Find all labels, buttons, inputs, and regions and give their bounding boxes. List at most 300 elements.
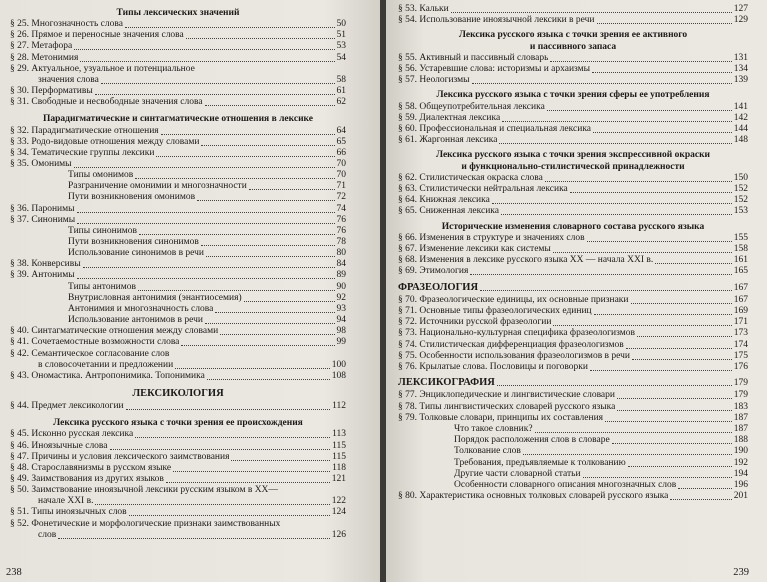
toc-leader-dots (205, 323, 335, 324)
toc-page-number: 112 (332, 401, 346, 412)
toc-entry-title: Пути возникновения синонимов (68, 237, 199, 247)
toc-page-number: 64 (336, 125, 346, 136)
toc-entry[interactable] (10, 474, 346, 485)
toc-entry-title: § 67. Изменение лексики как системы (398, 244, 551, 254)
toc-page-number: 173 (733, 328, 748, 339)
toc-entry[interactable] (10, 401, 346, 412)
toc-page-number: 78 (336, 237, 346, 247)
toc-entry[interactable] (398, 64, 748, 75)
toc-leader-dots (570, 192, 732, 193)
toc-page-number: 126 (331, 529, 346, 540)
toc-page-number: 192 (733, 457, 748, 468)
toc-entry-title: § 55. Активный и пассивный словарь (398, 52, 549, 63)
toc-leader-dots (626, 348, 732, 349)
toc-entry-title: § 33. Родо-видовые отношения между словами (10, 136, 200, 147)
toc-entry[interactable] (10, 349, 346, 360)
toc-entry-title: значения слова (38, 74, 99, 85)
toc-subentry[interactable] (454, 424, 748, 435)
toc-entry-title: § 41. Сочетаемостные возможности слова (10, 337, 180, 348)
toc-leader-dots (161, 134, 335, 135)
toc-entry-title: § 34. Тематические группы лексики (10, 147, 155, 158)
right-page (386, 0, 767, 582)
toc-group-heading: Лексика русского языка с точки зрения ее происхождения (53, 418, 303, 429)
toc-subentry[interactable] (38, 530, 346, 541)
toc-page-number: 196 (733, 480, 748, 490)
toc-entry-title: Типы антонимов (68, 281, 136, 292)
toc-entry-title: § 27. Метафора (10, 41, 73, 52)
toc-leader-dots (492, 203, 732, 204)
toc-leader-dots (138, 290, 335, 291)
toc-page-number: 179 (733, 378, 748, 389)
toc-subentry[interactable] (68, 170, 346, 181)
toc-page-number: 148 (733, 135, 748, 146)
toc-entry-title: § 46. Иноязычные слова (10, 440, 108, 451)
toc-subentry[interactable] (454, 480, 748, 491)
toc-page-number: 72 (336, 192, 346, 203)
toc-subentry[interactable] (454, 435, 748, 446)
toc-subentry[interactable] (68, 248, 346, 259)
toc-subentry[interactable] (38, 360, 346, 371)
toc-leader-dots (249, 189, 335, 190)
left-page-number: 238 (6, 567, 22, 578)
toc-page-number: 70 (336, 158, 346, 169)
toc-leader-dots (166, 482, 330, 483)
toc-leader-dots (597, 23, 732, 24)
toc-group-heading: и пассивного запаса (529, 41, 617, 52)
toc-page-number: 122 (331, 496, 346, 507)
toc-page-number: 167 (733, 294, 748, 305)
toc-leader-dots (617, 398, 732, 399)
toc-entry[interactable] (10, 97, 346, 108)
toc-leader-dots (628, 466, 732, 467)
toc-page-number: 158 (733, 244, 748, 254)
toc-entry[interactable] (10, 371, 346, 382)
toc-entry-title: § 59. Диалектная лексика (398, 112, 501, 123)
toc-leader-dots (472, 83, 732, 84)
toc-entry[interactable] (10, 148, 346, 159)
toc-leader-dots (617, 410, 731, 411)
toc-entry[interactable] (398, 4, 748, 15)
toc-leader-dots (593, 132, 732, 133)
toc-entry-title: § 73. Национально-культурная специфика фразеологизмов (398, 328, 635, 339)
toc-leader-dots (632, 359, 732, 360)
toc-entry-title: § 36. Паронимы (10, 203, 75, 214)
toc-leader-dots (126, 409, 330, 410)
toc-entry[interactable] (10, 159, 346, 170)
toc-page-number: 74 (336, 203, 346, 214)
toc-leader-dots (215, 312, 334, 313)
toc-entry-title: Требования, предъявляемые к толкованию (454, 457, 626, 468)
toc-entry-title: § 39. Антонимы (10, 270, 75, 281)
toc-group-heading: и функционально-стилистической принадлежности (461, 161, 685, 172)
toc-leader-dots (74, 167, 335, 168)
toc-leader-dots (499, 143, 731, 144)
toc-group-heading: Типы лексических значений (116, 8, 240, 18)
toc-entry-title: § 44. Предмет лексикологии (10, 401, 124, 412)
toc-entry[interactable] (10, 452, 346, 463)
toc-page-number: 176 (733, 362, 748, 372)
toc-page-number: 84 (336, 259, 346, 270)
toc-entry-title: § 62. Стилистическая окраска слова (398, 172, 543, 183)
toc-leader-dots (553, 325, 731, 326)
toc-page-number: 150 (733, 172, 748, 183)
toc-entry-title: Использование антонимов в речи (68, 315, 203, 326)
toc-section-heading (398, 282, 748, 294)
toc-entry[interactable] (10, 64, 346, 75)
toc-leader-dots (77, 278, 335, 279)
right-page-number: 239 (733, 567, 749, 578)
toc-subentry[interactable] (38, 75, 346, 86)
toc-leader-dots (545, 181, 732, 182)
toc-page-number: 100 (331, 359, 346, 370)
toc-leader-dots (135, 437, 330, 438)
toc-entry-title: Толкование слов (454, 446, 521, 457)
toc-leader-dots (77, 212, 335, 213)
toc-entry-title: § 60. Профессиональная и специальная лексика (398, 124, 592, 134)
toc-page-number: 92 (336, 292, 346, 303)
toc-leader-dots (550, 61, 731, 62)
toc-page-number: 121 (331, 474, 346, 484)
toc-page-number: 152 (733, 195, 748, 206)
toc-entry-title: § 79. Толковые словари, принципы их составления (398, 412, 604, 423)
toc-page-number: 169 (733, 306, 748, 316)
toc-leader-dots (480, 290, 732, 291)
toc-entry-title: § 51. Типы иноязычных слов (10, 507, 127, 518)
toc-page-number: 152 (733, 184, 748, 194)
toc-page-number: 187 (733, 412, 748, 423)
toc-entry[interactable] (10, 441, 346, 452)
toc-entry[interactable] (10, 429, 346, 440)
toc-entry[interactable] (398, 255, 748, 266)
toc-entry[interactable] (398, 362, 748, 373)
toc-page-number: 174 (733, 339, 748, 350)
toc-page-number: 201 (733, 491, 748, 502)
toc-leader-dots (129, 515, 330, 516)
toc-entry[interactable] (10, 204, 346, 215)
toc-leader-dots (451, 12, 732, 13)
toc-entry-title: Особенности словарного описания многозначных слов (454, 480, 677, 490)
toc-page-number: 131 (733, 52, 748, 63)
toc-entry[interactable] (398, 317, 748, 328)
toc-entry[interactable] (10, 126, 346, 137)
toc-entry[interactable] (10, 259, 346, 270)
toc-leader-dots (173, 471, 330, 472)
toc-entry[interactable] (398, 53, 748, 64)
toc-page-number: 141 (733, 101, 748, 112)
toc-entry[interactable] (398, 15, 748, 26)
toc-leader-dots (553, 252, 732, 253)
toc-leader-dots (631, 303, 732, 304)
toc-entry-title: § 80. Характеристика основных толковых словарей русского языка (398, 491, 669, 502)
toc-entry[interactable] (10, 19, 346, 30)
toc-entry-title: начале XXI в. (38, 496, 94, 507)
toc-entry-title: § 74. Стилистическая дифференциация фразеологизмов (398, 339, 624, 350)
toc-entry-title: § 28. Метонимия (10, 52, 79, 63)
toc-page-number: 54 (336, 52, 346, 63)
toc-page-number: 153 (733, 206, 748, 217)
toc-page-number: 71 (336, 181, 346, 192)
toc-leader-dots (74, 49, 334, 50)
toc-leader-dots (58, 538, 330, 539)
toc-subentry[interactable] (68, 192, 346, 203)
toc-leader-dots (501, 214, 732, 215)
toc-entry[interactable] (398, 328, 748, 339)
toc-subentry[interactable] (68, 226, 346, 237)
toc-entry[interactable] (398, 233, 748, 244)
toc-entry-title: § 71. Основные типы фразеологических единиц (398, 306, 592, 316)
toc-section-heading (10, 388, 346, 400)
toc-entry-title: § 37. Синонимы (10, 214, 76, 225)
toc-entry-title: § 49. Заимствования из других языков (10, 474, 164, 484)
toc-leader-dots (497, 385, 732, 386)
toc-entry-title: § 65. Сниженная лексика (398, 206, 499, 217)
toc-leader-dots (101, 83, 335, 84)
toc-section-heading (398, 377, 748, 389)
toc-entry-title: § 31. Свободные и несвободные значения слова (10, 97, 203, 108)
toc-entry-title: § 77. Энциклопедические и лингвистические словари (398, 390, 615, 401)
toc-group-heading: Исторические изменения словарного состава русского языка (441, 221, 705, 232)
toc-page-number: 194 (733, 468, 748, 479)
toc-entry-title: § 38. Конверсивы (10, 259, 81, 270)
toc-entry-title: § 48. Старославянизмы в русском языке (10, 462, 172, 473)
toc-page-number: 190 (733, 446, 748, 457)
toc-subentry[interactable] (454, 469, 748, 480)
toc-page-number: 90 (336, 281, 346, 292)
toc-page-number: 183 (733, 401, 748, 412)
toc-page-number: 50 (336, 19, 346, 30)
toc-entry[interactable] (10, 326, 346, 337)
toc-page-number: 113 (332, 429, 346, 440)
toc-entry-title: § 45. Исконно русская лексика (10, 429, 134, 440)
toc-entry-title: § 29. Актуальное, узуальное и потенциальное (10, 63, 195, 74)
toc-entry[interactable] (398, 102, 748, 113)
toc-leader-dots (95, 504, 329, 505)
toc-entry[interactable] (398, 244, 748, 255)
toc-entry[interactable] (10, 463, 346, 474)
toc-leader-dots (655, 263, 732, 264)
toc-page-number: 53 (336, 41, 346, 52)
toc-entry-title: § 26. Прямое и переносные значения слова (10, 30, 184, 41)
toc-leader-dots (523, 454, 732, 455)
toc-entry[interactable] (10, 30, 346, 41)
toc-page-number: 108 (331, 370, 346, 381)
toc-page-number: 99 (336, 337, 346, 348)
toc-subentry[interactable] (38, 496, 346, 507)
toc-leader-dots (678, 488, 731, 489)
toc-subentry[interactable] (68, 237, 346, 248)
toc-entry-title: § 32. Парадигматические отношения (10, 125, 159, 136)
toc-entry[interactable] (10, 270, 346, 281)
toc-entry-title: § 47. Причины и условия лексического заимствования (10, 451, 230, 462)
toc-page-number: 144 (733, 124, 748, 134)
toc-leader-dots (205, 105, 335, 106)
toc-entry[interactable] (398, 266, 748, 277)
toc-entry-title: § 75. Особенности использования фразеологизмов в речи (398, 350, 631, 361)
toc-page-number: 171 (733, 317, 748, 328)
toc-entry-title: Антонимия и многозначность слова (68, 303, 214, 314)
toc-leader-dots (156, 156, 334, 157)
toc-entry-title: § 58. Общеупотребительная лексика (398, 101, 545, 112)
toc-entry[interactable] (398, 306, 748, 317)
toc-leader-dots (206, 256, 334, 257)
toc-entry[interactable] (398, 75, 748, 86)
toc-subentry[interactable] (68, 304, 346, 315)
toc-entry-title: § 61. Жаргонная лексика (398, 135, 498, 146)
toc-entry[interactable] (398, 124, 748, 135)
toc-entry-title: § 63. Стилистически нейтральная лексика (398, 184, 568, 194)
toc-page-number: 61 (336, 86, 346, 97)
toc-leader-dots (139, 234, 334, 235)
toc-entry[interactable] (398, 173, 748, 184)
toc-entry[interactable] (398, 351, 748, 362)
toc-leader-dots (231, 460, 330, 461)
toc-leader-dots (670, 499, 731, 500)
toc-leader-dots (95, 94, 335, 95)
toc-leader-dots (201, 245, 335, 246)
toc-entry[interactable] (10, 485, 346, 496)
toc-page-number: 161 (733, 255, 748, 266)
toc-entry-title: § 70. Фразеологические единицы, их основные признаки (398, 294, 629, 305)
toc-page-number: 118 (332, 462, 346, 473)
toc-entry[interactable] (10, 507, 346, 518)
toc-page-number: 62 (336, 97, 346, 108)
toc-entry[interactable] (398, 206, 748, 217)
toc-entry[interactable] (398, 135, 748, 146)
toc-page-number: 70 (336, 170, 346, 181)
toc-leader-dots (637, 336, 732, 337)
toc-entry-title: § 69. Этимология (398, 266, 469, 277)
toc-leader-dots (175, 368, 330, 369)
toc-entry[interactable] (10, 215, 346, 226)
toc-page-number: 65 (336, 136, 346, 147)
toc-entry-title: слов (38, 529, 57, 540)
toc-page-number: 51 (336, 30, 346, 41)
toc-entry-title: § 40. Синтагматические отношения между словами (10, 326, 219, 337)
toc-subentry[interactable] (454, 458, 748, 469)
toc-leader-dots (201, 145, 334, 146)
toc-entry-title: § 76. Крылатые слова. Пословицы и поговорки (398, 362, 589, 372)
toc-leader-dots (594, 314, 732, 315)
toc-leader-dots (547, 110, 732, 111)
toc-entry-title: § 43. Ономастика. Антропонимика. Топонимика (10, 370, 205, 381)
toc-leader-dots (244, 301, 335, 302)
toc-section-title: ФРАЗЕОЛОГИЯ (398, 281, 479, 293)
toc-leader-dots (186, 38, 335, 39)
toc-entry[interactable] (10, 41, 346, 52)
toc-entry-title: Разграничение омонимии и многозначности (68, 181, 247, 192)
toc-entry[interactable] (398, 390, 748, 401)
toc-page-number: 115 (332, 440, 346, 451)
toc-page-number: 188 (733, 435, 748, 446)
toc-entry[interactable] (398, 340, 748, 351)
toc-entry[interactable] (10, 137, 346, 148)
toc-subentry[interactable] (68, 282, 346, 293)
toc-entry-title: § 42. Семантическое согласование слов (10, 348, 170, 359)
toc-section-title: ЛЕКСИКОГРАФИЯ (398, 377, 495, 389)
toc-entry-title: § 68. Изменения в лексике русского языка XX — начала XXI в. (398, 255, 654, 266)
toc-entry[interactable] (10, 86, 346, 97)
toc-leader-dots (592, 72, 732, 73)
toc-entry[interactable] (10, 519, 346, 530)
toc-page-number: 139 (733, 75, 748, 86)
toc-leader-dots (535, 432, 732, 433)
toc-entry[interactable] (398, 413, 748, 424)
toc-entry-title: § 25. Многозначность слова (10, 19, 123, 30)
toc-entry-title: § 78. Типы лингвистических словарей русского языка (398, 401, 616, 412)
toc-leader-dots (583, 477, 732, 478)
toc-page-number: 94 (336, 315, 346, 326)
toc-entry-title: Использование синонимов в речи (68, 248, 205, 259)
toc-entry-title: Другие части словарной статьи (454, 468, 581, 479)
toc-entry-title: Типы омонимов (68, 170, 134, 181)
toc-subentry[interactable] (68, 293, 346, 304)
toc-leader-dots (590, 370, 732, 371)
toc-entry-title: § 57. Неологизмы (398, 75, 470, 86)
toc-leader-dots (80, 61, 334, 62)
toc-page-number: 124 (331, 507, 346, 518)
toc-group-heading: Лексика русского языка с точки зрения сферы ее употребления (436, 90, 710, 101)
toc-page-number: 127 (733, 4, 748, 14)
toc-entry[interactable] (398, 491, 748, 502)
toc-page-number: 134 (733, 64, 748, 74)
toc-entry[interactable] (398, 113, 748, 124)
toc-subentry[interactable] (454, 446, 748, 457)
toc-group-heading: Лексика русского языка с точки зрения экспрессивной окраски (435, 150, 711, 161)
toc-page-number: 179 (733, 390, 748, 401)
toc-entry[interactable] (398, 402, 748, 413)
toc-entry-title: § 52. Фонетические и морфологические признаки заимствованных (10, 518, 281, 529)
toc-subentry[interactable] (68, 315, 346, 326)
toc-page-number: 76 (336, 214, 346, 225)
toc-group-heading: Лексика русского языка с точки зрения ее активного (458, 30, 688, 41)
toc-page-number: 66 (336, 147, 346, 158)
toc-entry-title: § 35. Омонимы (10, 158, 72, 169)
toc-page-number: 155 (733, 232, 748, 243)
toc-leader-dots (77, 223, 334, 224)
toc-entry-title: § 64. Книжная лексика (398, 195, 490, 206)
toc-page-number: 187 (733, 424, 748, 434)
toc-entry[interactable] (398, 195, 748, 206)
toc-page-number: 80 (336, 248, 346, 259)
toc-page-number: 165 (733, 266, 748, 277)
toc-entry-title: § 66. Изменения в структуре и значениях слов (398, 232, 585, 243)
toc-leader-dots (207, 379, 330, 380)
toc-entry-title: Что такое словник? (454, 424, 533, 434)
toc-leader-dots (110, 449, 331, 450)
toc-entry[interactable] (398, 184, 748, 195)
left-page (0, 0, 380, 582)
toc-entry[interactable] (10, 53, 346, 64)
toc-entry-title: Типы синонимов (68, 225, 138, 236)
toc-entry[interactable] (10, 337, 346, 348)
toc-entry-title: § 56. Устаревшие слова: историзмы и архаизмы (398, 64, 591, 74)
toc-entry-title: Пути возникновения омонимов (68, 192, 196, 203)
toc-subentry[interactable] (68, 181, 346, 192)
toc-entry-title: в словосочетании и предложении (38, 359, 174, 370)
toc-entry-title: § 53. Кальки (398, 4, 449, 14)
toc-entry[interactable] (398, 295, 748, 306)
toc-page-number: 58 (336, 74, 346, 85)
toc-leader-dots (125, 27, 335, 28)
toc-page-number: 98 (336, 326, 346, 337)
toc-entry-title: § 30. Перформативы (10, 86, 93, 97)
toc-page-number: 129 (733, 15, 748, 26)
toc-page-number: 76 (336, 225, 346, 236)
toc-leader-dots (220, 334, 334, 335)
toc-entry-title: § 54. Использование иноязычной лексики в речи (398, 15, 595, 26)
toc-leader-dots (181, 345, 334, 346)
toc-page-number: 93 (336, 303, 346, 314)
